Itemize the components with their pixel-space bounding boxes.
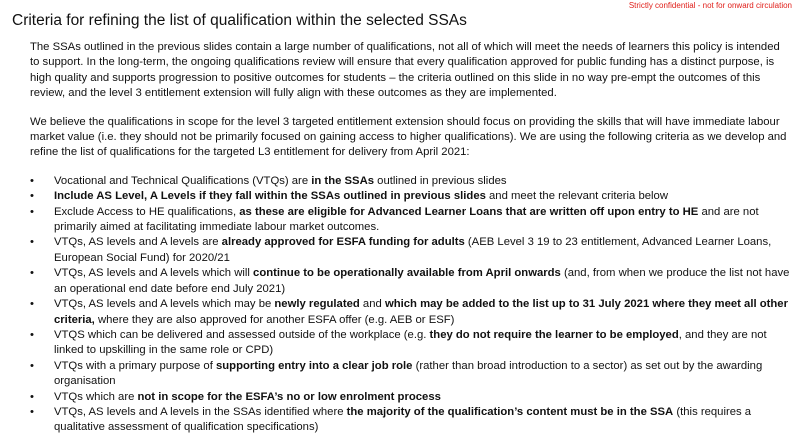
criteria-item-emphasis: the majority of the qualification’s content must be in the SSA	[346, 405, 674, 418]
criteria-item-text: VTQS which can be delivered and assessed outside of the workplace (e.g.	[54, 328, 430, 341]
criteria-item-emphasis: as these are eligible for Advanced Learner Loans that are written off upon entry to HE	[239, 205, 699, 218]
criteria-list	[30, 174, 792, 436]
slide-body	[30, 40, 792, 436]
criteria-item-emphasis: newly regulated	[274, 298, 360, 311]
criteria-item-text: , and they are not linked to upskilling in the same role or CPD)	[54, 328, 767, 357]
criteria-item	[30, 235, 792, 266]
criteria-item-emphasis: in the SSAs	[311, 174, 375, 187]
intro-paragraph: The SSAs outlined in the previous slides contain a large number of qualifications, not all of which will meet the needs of learners this policy is intended to support. In the long-term, the ongoing qualifications review will ensure that every qualification approved for public funding has a distinct purpose, is high quality and supports progression to positive outcomes for students – the criteria outlined on this slide in no way pre-empt the outcomes of this review, and the level 3 entitlement extension will fully align with these outcomes as they are implemented.	[30, 41, 780, 100]
criteria-item-text: (rather than broad introduction to a sector) as set out by the awarding organisation	[54, 359, 763, 388]
criteria-item-text: and meet the relevant criteria below	[485, 190, 668, 203]
criteria-item-text: and	[359, 298, 385, 311]
criteria-item-emphasis: Include AS Level, A Levels if they fall within the SSAs outlined in previous slides	[54, 190, 486, 203]
criteria-item-text: Exclude Access to HE qualifications,	[54, 205, 240, 218]
criteria-intro-paragraph: We believe the qualifications in scope for the level 3 targeted entitlement extension should focus on providing the skills that will have immediate labour market value (i.e. they should not be primarily focused on gaining access to higher qualifications). We are using the following criteria as we develop and refine the list of qualifications for the targeted L3 entitlement for delivery from April 2021:	[30, 115, 787, 159]
confidentiality-notice: Strictly confidential - not for onward circulation	[628, 1, 792, 10]
criteria-item-text: and are not primarily aimed at facilitating immediate labour market outcomes.	[54, 205, 759, 234]
criteria-item	[30, 359, 792, 390]
criteria-item-text: outlined in previous slides	[374, 174, 507, 187]
criteria-item	[30, 266, 792, 297]
criteria-item-text: where they are also approved for another ESFA offer (e.g. AEB or ESF)	[94, 313, 455, 326]
criteria-item-emphasis: which may be added to the list up to 31 July 2021 where they meet all other criteria,	[54, 298, 788, 326]
criteria-item-emphasis: already approved for ESFA funding for adults	[221, 236, 465, 249]
criteria-item	[30, 405, 792, 436]
criteria-item-emphasis: supporting entry into a clear job role	[215, 359, 413, 372]
criteria-item	[30, 205, 792, 236]
criteria-item-emphasis: continue to be operationally available from April onwards	[253, 267, 561, 280]
criteria-item-text: VTQs, AS levels and A levels are	[54, 236, 222, 249]
criteria-item	[30, 174, 792, 189]
criteria-item	[30, 328, 792, 359]
criteria-item	[30, 297, 792, 328]
criteria-item-text: VTQs, AS levels and A levels which may be	[54, 298, 275, 311]
criteria-item-text: VTQs with a primary purpose of	[54, 359, 216, 372]
criteria-item-text: (AEB Level 3 19 to 23 entitlement, Advanced Learner Loans, European Social Fund) for 2020/21	[54, 236, 772, 264]
criteria-item-emphasis: they do not require the learner to be employed	[429, 328, 679, 341]
criteria-item-text: (this requires a qualitative assessment of qualification specifications)	[54, 405, 752, 434]
criteria-item-emphasis: not in scope for the ESFA’s no or low enrolment process	[137, 390, 441, 403]
criteria-item-text: VTQs which are	[54, 390, 138, 403]
criteria-item-text: (and, from when we produce the list not have an operational end date before end July 2021)	[54, 267, 790, 295]
criteria-item	[30, 189, 792, 204]
criteria-item-text: Vocational and Technical Qualifications (VTQs) are	[54, 174, 312, 187]
criteria-item-text: VTQs, AS levels and A levels which will	[54, 267, 254, 280]
criteria-item	[30, 390, 792, 405]
criteria-item-text: VTQs, AS levels and A levels in the SSAs identified where	[54, 405, 347, 418]
slide-title: Criteria for refining the list of qualification within the selected SSAs	[12, 12, 467, 29]
